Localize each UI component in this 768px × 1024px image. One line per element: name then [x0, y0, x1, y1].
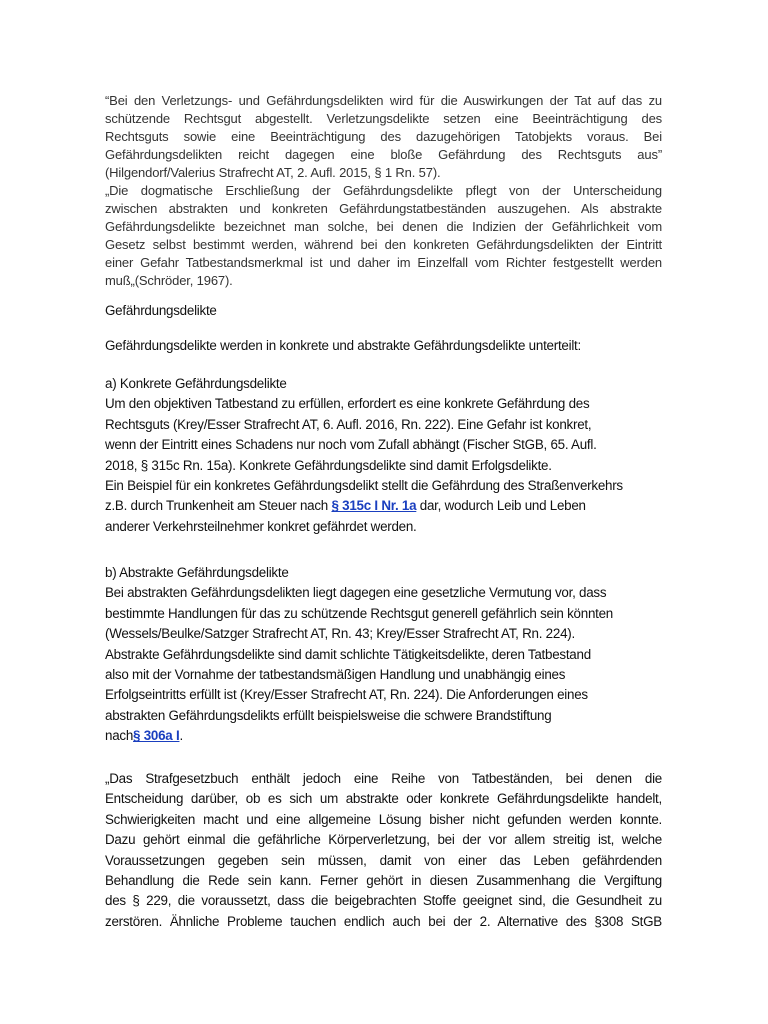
text-line: Abstrakte Gefährdungsdelikte sind damit schlichte Tätigkeitsdelikte, deren Tatbestand [105, 646, 591, 662]
text-line: Behandlung die Rede sein kann. Ferner gehört in diesen Zusammenhang die Vergiftung [105, 873, 662, 888]
section-heading: Gefährdungsdelikte werden in konkrete und abstrakte Gefährdungsdelikte unterteilt: [105, 338, 581, 353]
text-line: Rechtsguts sowie eine Beeinträchtigung des dazugehörigen Tatobjekts voraus. Bei [105, 129, 662, 144]
text-line: „Das Strafgesetzbuch enthält jedoch eine Reihe von Tatbeständen, bei denen die [105, 771, 662, 786]
text-line: „Die dogmatische Erschließung der Gefährdungsdelikte pflegt von der Unterscheidung [105, 183, 662, 198]
text-line: also mit der Vornahme der tatbestandsmäßigen Handlung und unabhängig eines [105, 667, 566, 682]
text-line: zwischen abstrakten und konkreten Gefährdungstatbeständen auszugehen. Als abstrakte [105, 201, 662, 216]
text-line: (Hilgendorf/Valerius Strafrecht AT, 2. Aufl. 2015, § 1 Rn. 57). [105, 165, 441, 180]
text-line: einer Gefahr Tatbestandsmerkmal ist und daher im Einzelfall vom Richter festgestellt werden [105, 255, 662, 270]
text-line: Um den objektiven Tatbestand zu erfüllen, erfordert es eine konkrete Gefährdung des [105, 396, 590, 412]
text-line: Bei abstrakten Gefährdungsdelikten liegt dagegen eine gesetzliche Vermutung vor, dass [105, 585, 607, 601]
text-line: muß„(Schröder, 1967). [105, 273, 233, 288]
text-line: Erfolgseintritts erfüllt ist (Krey/Esser Strafrecht AT, Rn. 224). Die Anforderungen eines [105, 687, 588, 703]
text: . [179, 728, 183, 744]
text-line: anderer Verkehrsteilnehmer konkret gefährdet werden. [105, 518, 417, 534]
text: nach [105, 728, 134, 744]
statute-link[interactable]: § 315c I Nr. 1a [331, 498, 417, 514]
text-line: 2018, § 315c Rn. 15a). Konkrete Gefährdungsdelikte sind damit Erfolgsdelikte. [105, 457, 552, 473]
text-line: Gefährdungsdelikten reicht dagegen eine bloße Gefährdung des Rechtsguts aus” [105, 147, 662, 162]
text-line: (Wessels/Beulke/Satzger Strafrecht AT, Rn. 43; Krey/Esser Strafrecht AT, Rn. 224). [105, 626, 575, 642]
text-line: Entscheidung darüber, ob es sich um abstrakte oder konkrete Gefährdungsdelikte handelt, [105, 791, 662, 807]
text-line [105, 728, 662, 743]
text-line: Voraussetzungen gegeben sein müssen, damit von einer das Leben gefährdenden [105, 852, 662, 868]
section-heading: Gefährdungsdelikte [105, 303, 217, 318]
text-line: Gefährdungsdelikte bezeichnet man solche, bei denen die Indizien der Gefährlichkeit vom [105, 219, 662, 234]
statute-link[interactable]: § 306a I [133, 728, 180, 744]
text-line: schützende Rechtsgut abgestellt. Verletzungsdelikte setzen eine Beeinträchtigung des [105, 111, 662, 126]
text-line: Rechtsguts (Krey/Esser Strafrecht AT, 6. Aufl. 2016, Rn. 222). Eine Gefahr ist konkret, [105, 416, 592, 432]
text: dar, wodurch Leib und Leben [416, 498, 586, 514]
text-line [105, 498, 662, 513]
text-line: wenn der Eintritt eines Schadens nur noch vom Zufall abhängt (Fischer StGB, 65. Aufl. [105, 437, 597, 453]
text-line: bestimmte Handlungen für das zu schützende Rechtsgut generell gefährlich sein könnten [105, 605, 614, 621]
text-line: Gesetz selbst bestimmt werden, während bei den konkreten Gefährdungsdelikten der Eintritt [105, 237, 662, 252]
text-line: “Bei den Verletzungs- und Gefährdungsdelikten wird für die Auswirkungen der Tat auf das zu [105, 93, 662, 108]
text-line: Ein Beispiel für ein konkretes Gefährdungsdelikt stellt die Gefährdung des Straßenverkehrs [105, 478, 623, 493]
section-heading: a) Konkrete Gefährdungsdelikte [105, 376, 287, 391]
text-line: Dazu gehört einmal die gefährliche Körperverletzung, bei der vor allem streitig ist, welche [105, 832, 662, 848]
text-line: des § 229, die voraussetzt, dass die beigebrachten Stoffe geeignet sind, die Gesundheit zu [105, 893, 662, 909]
text-line: zerstören. Ähnliche Probleme tauchen endlich auch bei der 2. Alternative des §308 StGB [105, 913, 662, 929]
text-line: Schwierigkeiten macht und eine allgemeine Lösung bisher nicht gefunden werden konnte. [105, 811, 662, 827]
section-heading: b) Abstrakte Gefährdungsdelikte [105, 565, 289, 580]
text-line: abstrakten Gefährdungsdelikts erfüllt beispielsweise die schwere Brandstiftung [105, 707, 552, 723]
text: z.B. durch Trunkenheit am Steuer nach [105, 498, 332, 514]
